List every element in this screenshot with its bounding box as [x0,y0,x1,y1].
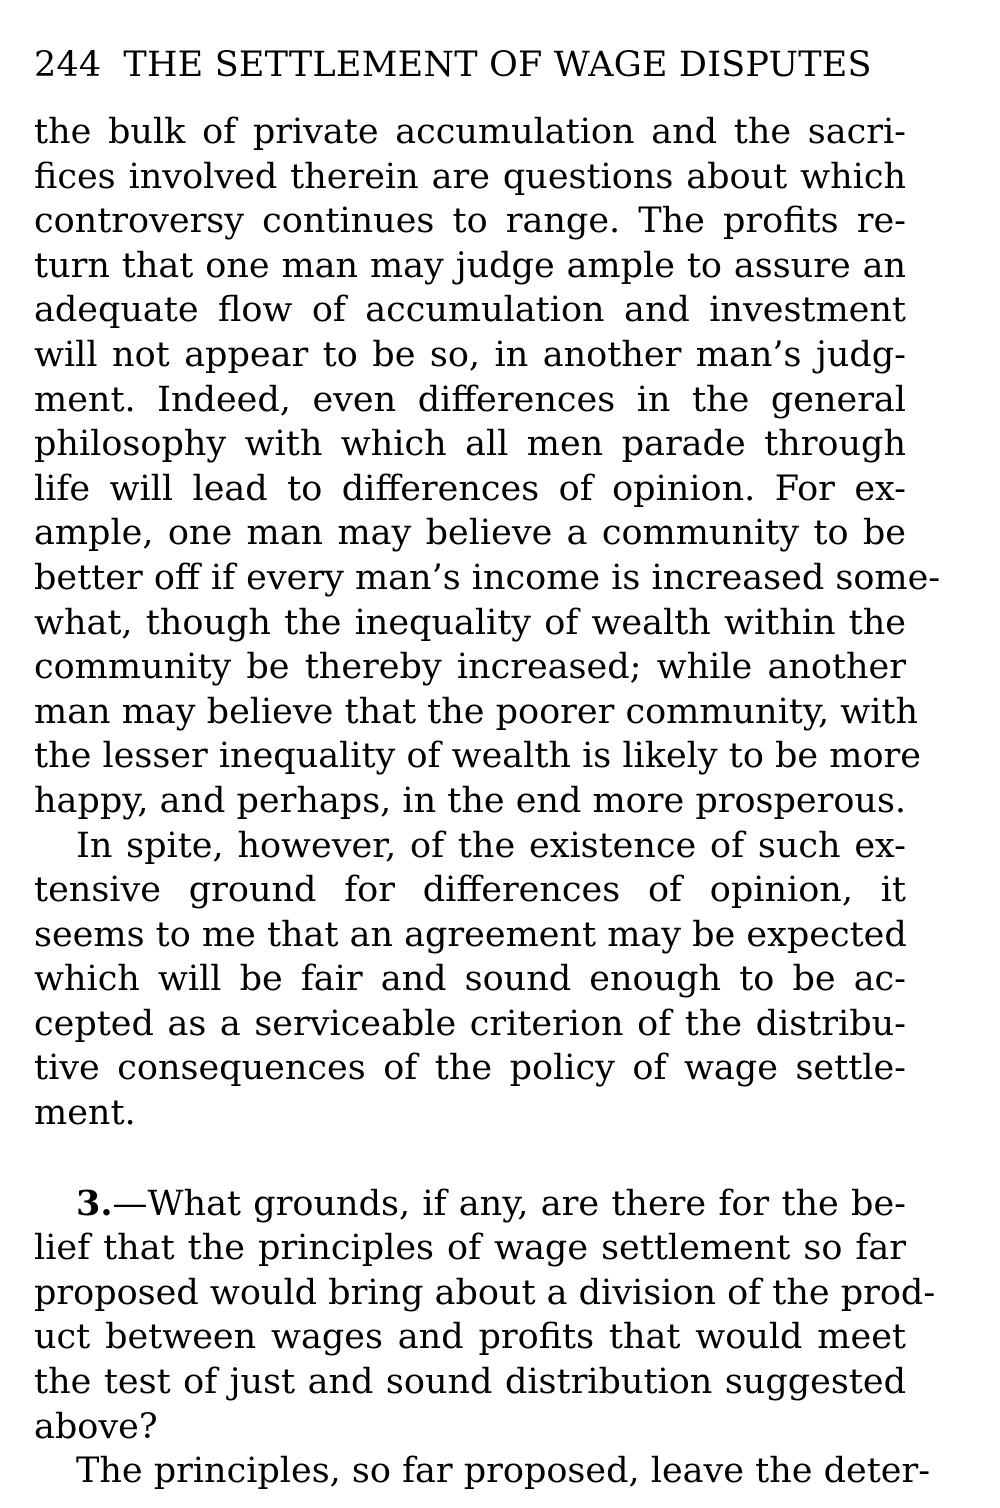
body-text [34,110,941,1494]
text-line: community be thereby increased; while another [34,647,906,688]
text-line: ment. [34,1093,136,1134]
text-line: seems to me that an agreement may be expected [34,914,907,955]
text-line: cepted as a serviceable criterion of the distribu- [34,1003,906,1044]
paragraph-3 [34,1182,936,1450]
text-line: proposed would bring about a division of the prod- [34,1272,936,1313]
text-line: adequate flow of accumulation and investment [34,290,906,331]
page-number: 244 [34,45,102,85]
text-line: will not appear to be so, in another man’s judg- [34,334,906,375]
text-line: the bulk of private accumulation and the sacri- [34,112,906,152]
text-line: the lesser inequality of wealth is likely to be more [34,736,921,777]
text-line: better off if every man’s income is increased some- [34,557,941,598]
text-line [34,1182,906,1227]
text-line: philosophy with which all men parade through [34,424,906,465]
section-number: 3. [76,1182,113,1224]
text-line: ample, one man may believe a community to be [34,513,906,554]
paragraph-2 [34,824,906,1136]
paragraph-4 [34,1449,931,1494]
text-line: which will be fair and sound enough to be ac- [34,959,906,1000]
text-line: above? [34,1406,158,1447]
text-line: tive consequences of the policy of wage settle- [34,1048,906,1089]
text-line: controversy continues to range. The profits re- [34,201,906,242]
text-line: fices involved therein are questions about which [34,156,906,197]
text-line: lief that the principles of wage settlement so far [34,1228,906,1269]
text-line: the test of just and sound distribution suggested [34,1362,906,1403]
section-lead-text: —What grounds, if any, are there for the be- [112,1183,906,1224]
running-title: THE SETTLEMENT OF WAGE DISPUTES [123,45,872,85]
text-line: tensive ground for differences of opinion, it [34,870,906,911]
text-line: happy, and perhaps, in the end more prosperous. [34,780,907,821]
text-line: turn that one man may judge ample to assure an [34,245,906,286]
paragraph-1 [34,110,941,824]
text-line: ment. Indeed, even differences in the general [34,379,906,420]
text-line: In spite, however, of the existence of such ex- [76,825,906,866]
section-gap [34,1136,906,1182]
text-line: man may believe that the poorer community, with [34,691,918,732]
text-line: The principles, so far proposed, leave the deter- [76,1451,931,1492]
running-head [34,40,906,90]
text-line: life will lead to differences of opinion. For ex- [34,468,906,509]
text-line: uct between wages and profits that would meet [34,1317,906,1358]
text-line: what, though the inequality of wealth within the [34,602,906,643]
book-page [34,40,941,1494]
